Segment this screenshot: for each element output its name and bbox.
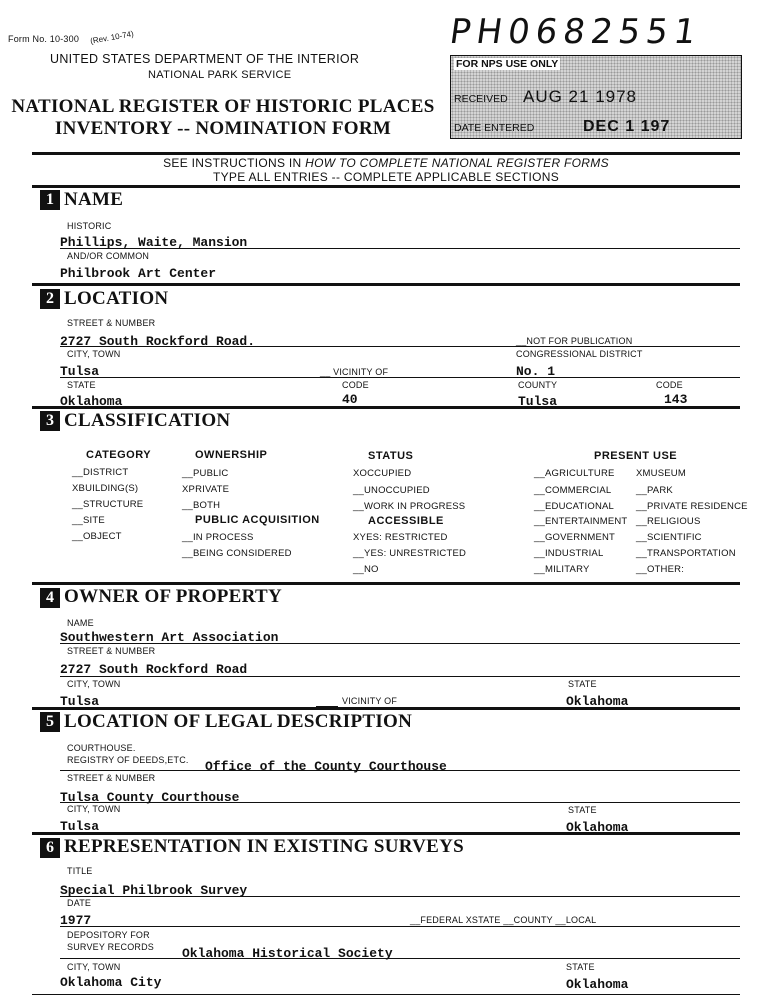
form-title-line2: INVENTORY -- NOMINATION FORM (54, 118, 392, 139)
survey-state-label: STATE (566, 962, 595, 972)
present-use-header: PRESENT USE (594, 450, 678, 462)
section-divider (32, 283, 740, 286)
date-entered-stamp: DEC 1 197 (583, 118, 671, 135)
instructions-line1 (32, 156, 740, 170)
legal-street-label: STREET & NUMBER (67, 773, 156, 783)
received-label: RECEIVED (454, 93, 508, 105)
not-for-publication: __NOT FOR PUBLICATION (516, 336, 633, 346)
congressional-district-value: No. 1 (516, 364, 556, 379)
section-divider (32, 832, 740, 835)
section-title-owner: OWNER OF PROPERTY (64, 586, 283, 607)
present-use-option: __AGRICULTURE (534, 468, 615, 479)
present-use-option: __EDUCATIONAL (534, 501, 615, 512)
section-number-6: 6 (40, 838, 60, 858)
reference-number-handwritten: PH0682551 (447, 12, 705, 52)
present-use-option: __SCIENTIFIC (636, 532, 702, 543)
present-use-option: __COMMERCIAL (534, 485, 612, 496)
instructions-prefix: SEE INSTRUCTIONS IN (163, 156, 306, 170)
section-number-3: 3 (40, 411, 60, 431)
legal-state-label: STATE (568, 805, 597, 815)
category-option: __DISTRICT (72, 467, 129, 478)
field-line (60, 926, 740, 927)
category-option: XBUILDING(S) (72, 483, 139, 494)
legal-state-value: Oklahoma (566, 820, 629, 835)
state-label: STATE (67, 380, 96, 390)
present-use-option: __TRANSPORTATION (636, 548, 736, 559)
state-code-value: 40 (342, 392, 358, 407)
state-code-label: CODE (342, 380, 369, 390)
owner-street-value: 2727 South Rockford Road (60, 662, 248, 677)
owner-city-value: Tulsa (60, 694, 100, 709)
city-town-label: CITY, TOWN (67, 349, 121, 359)
section-divider (32, 582, 740, 585)
category-header: CATEGORY (86, 449, 152, 461)
common-name-label: AND/OR COMMON (67, 251, 150, 261)
section-title-name: NAME (64, 189, 124, 210)
section-divider (32, 707, 740, 710)
legal-city-value: Tulsa (60, 819, 100, 834)
county-code-value: 143 (664, 392, 688, 407)
section-title-surveys: REPRESENTATION IN EXISTING SURVEYS (64, 836, 465, 857)
public-acquisition-header: PUBLIC ACQUISITION (195, 514, 320, 526)
status-header: STATUS (368, 450, 414, 462)
survey-level-options: __FEDERAL XSTATE __COUNTY __LOCAL (410, 915, 597, 925)
historic-label: HISTORIC (67, 221, 112, 231)
section-number-4: 4 (40, 588, 60, 608)
section-divider (32, 185, 740, 188)
ownership-option: __PUBLIC (182, 468, 229, 479)
owner-city-label: CITY, TOWN (67, 679, 121, 689)
acquisition-option: __BEING CONSIDERED (182, 548, 292, 559)
status-option: XOCCUPIED (353, 468, 412, 479)
field-line (60, 896, 740, 897)
survey-title-value: Special Philbrook Survey (60, 883, 248, 898)
section-title-legal-description: LOCATION OF LEGAL DESCRIPTION (64, 711, 413, 732)
historic-name-value: Phillips, Waite, Mansion (60, 235, 248, 250)
accessible-option: XYES: RESTRICTED (353, 532, 448, 543)
category-option: __STRUCTURE (72, 499, 144, 510)
form-title-line1: NATIONAL REGISTER OF HISTORIC PLACES (11, 96, 435, 117)
field-line (60, 676, 740, 677)
survey-date-value: 1977 (60, 913, 92, 928)
present-use-option: __PARK (636, 485, 673, 496)
field-line (60, 377, 740, 378)
legal-city-label: CITY, TOWN (67, 804, 121, 814)
congressional-district-label: CONGRESSIONAL DISTRICT (516, 349, 643, 359)
present-use-option: __INDUSTRIAL (534, 548, 604, 559)
field-line (60, 958, 740, 959)
survey-city-label: CITY, TOWN (67, 962, 121, 972)
acquisition-option: __IN PROCESS (182, 532, 254, 543)
nps-use-only-box (450, 55, 742, 139)
form-number: Form No. 10-300 (8, 34, 80, 44)
section-number-5: 5 (40, 712, 60, 732)
bottom-line (32, 994, 740, 995)
agency-name: NATIONAL PARK SERVICE (148, 69, 292, 81)
present-use-option: XMUSEUM (636, 468, 686, 479)
street-number-label: STREET & NUMBER (67, 318, 156, 328)
survey-title-label: TITLE (67, 866, 93, 876)
category-option: __SITE (72, 515, 105, 526)
present-use-option: __RELIGIOUS (636, 516, 701, 527)
section-title-classification: CLASSIFICATION (64, 410, 231, 431)
status-option: __UNOCCUPIED (353, 485, 430, 496)
ownership-option: XPRIVATE (182, 484, 230, 495)
section-divider (32, 406, 740, 409)
owner-name-value: Southwestern Art Association (60, 630, 279, 645)
courthouse-value: Office of the County Courthouse (205, 759, 447, 774)
ownership-header: OWNERSHIP (195, 449, 268, 461)
owner-street-label: STREET & NUMBER (67, 646, 156, 656)
field-line (60, 346, 740, 347)
registry-of-deeds-label: REGISTRY OF DEEDS,ETC. (67, 755, 189, 765)
instructions-title: HOW TO COMPLETE NATIONAL REGISTER FORMS (305, 156, 609, 170)
common-name-value: Philbrook Art Center (60, 266, 217, 281)
county-value: Tulsa (518, 394, 558, 409)
instructions-line2: TYPE ALL ENTRIES -- COMPLETE APPLICABLE SECTIONS (212, 170, 560, 184)
present-use-option: __OTHER: (636, 564, 685, 575)
legal-street-value: Tulsa County Courthouse (60, 790, 240, 805)
field-line (60, 770, 740, 771)
department-name: UNITED STATES DEPARTMENT OF THE INTERIOR (50, 52, 360, 66)
status-option: __WORK IN PROGRESS (353, 501, 466, 512)
courthouse-label: COURTHOUSE. (67, 743, 136, 753)
owner-state-value: Oklahoma (566, 694, 629, 709)
date-entered-label: DATE ENTERED (454, 122, 535, 134)
section-number-1: 1 (40, 190, 60, 210)
present-use-option: __GOVERNMENT (534, 532, 616, 543)
vicinity-of-label: __ VICINITY OF (320, 367, 389, 377)
category-option: __OBJECT (72, 531, 122, 542)
header-divider (32, 152, 740, 155)
field-line (60, 248, 740, 249)
survey-records-label: SURVEY RECORDS (67, 942, 154, 952)
survey-city-value: Oklahoma City (60, 975, 162, 990)
survey-date-label: DATE (67, 898, 92, 908)
field-line (60, 643, 740, 644)
owner-state-label: STATE (568, 679, 597, 689)
field-line (60, 802, 740, 803)
section-number-2: 2 (40, 289, 60, 309)
survey-state-value: Oklahoma (566, 977, 629, 992)
accessible-option: __NO (353, 564, 379, 575)
section-title-location: LOCATION (64, 288, 169, 309)
present-use-option: __ENTERTAINMENT (534, 516, 628, 527)
form-revision: (Rev. 10-74) (89, 29, 135, 46)
received-stamp: AUG 21 1978 (523, 87, 638, 106)
accessible-option: __YES: UNRESTRICTED (353, 548, 467, 559)
county-label: COUNTY (518, 380, 558, 390)
ownership-option: __BOTH (182, 500, 221, 511)
depository-value: Oklahoma Historical Society (182, 946, 393, 961)
present-use-option: __PRIVATE RESIDENCE (636, 501, 748, 512)
owner-name-label: NAME (67, 618, 94, 628)
city-town-value: Tulsa (60, 364, 100, 379)
street-number-value: 2727 South Rockford Road. (60, 334, 256, 349)
depository-label: DEPOSITORY FOR (67, 930, 150, 940)
county-code-label: CODE (656, 380, 683, 390)
owner-vicinity-label: VICINITY OF (342, 696, 398, 706)
present-use-option: __MILITARY (534, 564, 590, 575)
state-value: Oklahoma (60, 394, 123, 409)
nps-box-title: FOR NPS USE ONLY (456, 58, 559, 70)
accessible-header: ACCESSIBLE (368, 515, 444, 527)
